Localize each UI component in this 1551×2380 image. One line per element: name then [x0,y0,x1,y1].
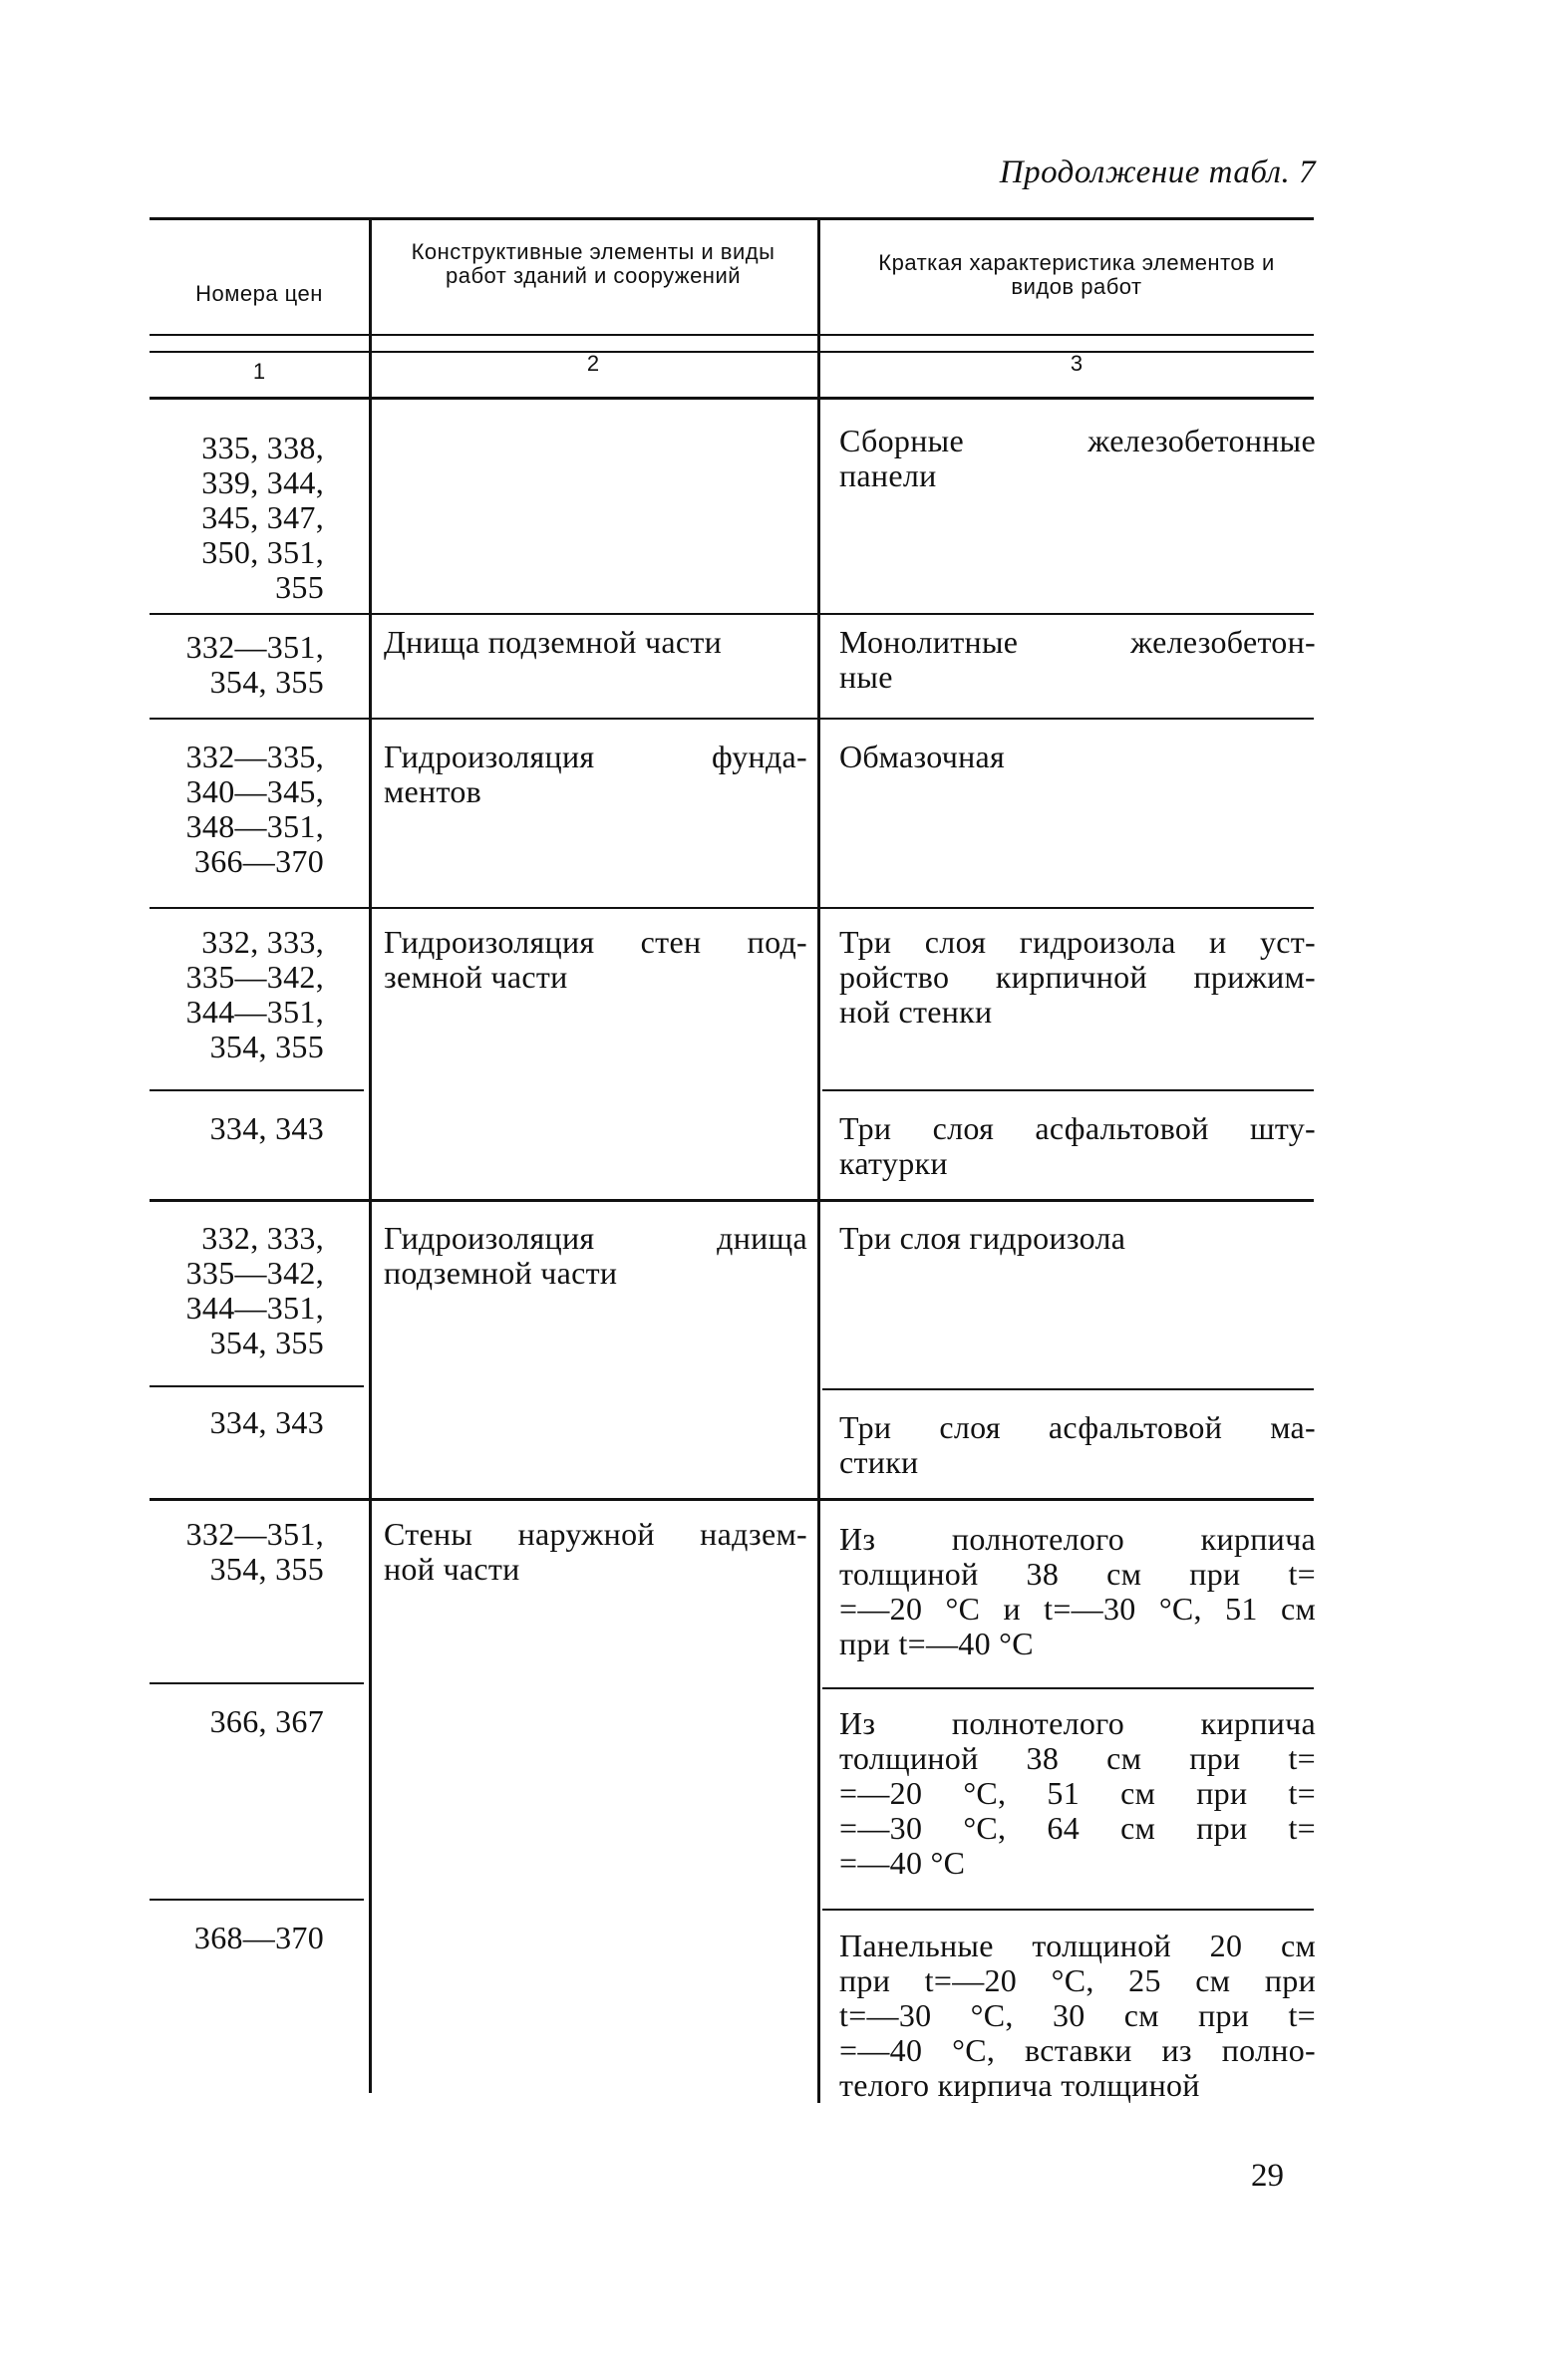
cell-line: Три слоя гидроизола и уст- [839,924,1316,960]
characteristic-cell [839,1410,1316,1480]
price-numbers-cell: 332—351, 354, 355 [185,1516,324,1587]
subrow-separator [150,1899,364,1901]
characteristic-cell [839,1221,1316,1256]
col-divider-2 [817,219,820,2103]
price-numbers-cell: 332—351, 354, 355 [185,629,324,700]
cell-line: ные [839,659,893,695]
cell-line: Сборные железобетонные [839,423,1316,458]
characteristic-cell [839,1706,1316,1881]
header-col2: Конструктивные элементы и виды работ зданий и сооружений [411,239,776,288]
cell-line: ной части [384,1551,520,1587]
colnum-2: 2 [586,351,600,376]
characteristic-cell [839,1929,1316,2103]
cell-line: стики [839,1444,919,1480]
cell-line: Из полнотелого кирпича [839,1521,1316,1557]
table-top-rule [150,217,1314,220]
cell-line: Панельные толщиной 20 см [839,1928,1316,1963]
cell-line: земной части [384,959,568,995]
element-cell [384,925,807,995]
row-separator [150,1498,1314,1501]
cell-line: Гидроизоляция стен под- [384,924,807,960]
cell-line: =—20 °С, 51 см при t= [839,1775,1316,1811]
table-caption: Продолжение табл. 7 [999,154,1316,190]
element-cell [384,625,807,660]
price-numbers-cell: 335, 338, 339, 344, 345, 347, 350, 351, 355 [201,430,324,605]
subrow-separator [822,1909,1314,1911]
characteristic-cell [839,1522,1316,1661]
element-cell [384,1517,807,1587]
subrow-separator [822,1089,1314,1091]
cell-line: толщиной 38 см при t= [839,1740,1316,1776]
price-numbers-cell: 332, 333, 335—342, 344—351, 354, 355 [185,924,324,1064]
cell-line: телого кирпича толщиной [839,2067,1200,2103]
cell-line: Монолитные железобетон- [839,624,1316,660]
row-separator [150,718,1314,720]
col-divider-1 [369,219,372,2093]
cell-line: при t=—20 °С, 25 см при [839,1962,1316,1998]
cell-line: Из полнотелого кирпича [839,1705,1316,1741]
colnum-bottom-rule [150,397,1314,400]
characteristic-cell [839,1111,1316,1181]
cell-line: =—20 °С и t=—30 °С, 51 см [839,1591,1316,1627]
cell-line: толщиной 38 см при t= [839,1556,1316,1592]
cell-line: Три слоя асфальтовой ма- [839,1409,1316,1445]
price-numbers-cell: 332—335, 340—345, 348—351, 366—370 [185,739,324,879]
cell-line: панели [839,457,937,493]
characteristic-cell [839,424,1316,493]
colnum-1: 1 [252,359,266,384]
cell-line: Днища подземной части [384,624,723,660]
colnum-3: 3 [1070,351,1084,376]
price-numbers-cell: 334, 343 [209,1110,324,1146]
row-separator [150,1199,1314,1202]
price-numbers-cell: 368—370 [193,1920,324,1955]
subrow-separator [150,1089,364,1091]
cell-line: Три слоя асфальтовой шту- [839,1110,1316,1146]
element-cell [384,1221,807,1291]
cell-line: ройство кирпичной прижим- [839,959,1316,995]
cell-line: Стены наружной надзем- [384,1516,807,1552]
element-cell [384,740,807,809]
cell-line: Гидроизоляция фунда- [384,739,807,774]
row-separator [150,613,1314,615]
cell-line: Три слоя гидроизола [839,1220,1126,1256]
header-col3: Краткая характеристика элементов и видов работ [878,250,1275,299]
characteristic-cell [839,625,1316,695]
cell-line: =—40 °С [839,1845,966,1881]
price-numbers-cell: 366, 367 [209,1703,324,1739]
cell-line: =—40 °С, вставки из полно- [839,2032,1316,2068]
cell-line: ной стенки [839,994,993,1030]
cell-line: Обмазочная [839,739,1006,774]
header-col1: Номера цен [195,281,323,306]
cell-line: ментов [384,773,482,809]
subrow-separator [150,1385,364,1387]
page-number: 29 [1251,2158,1284,2194]
subrow-separator [822,1687,1314,1689]
characteristic-cell [839,740,1316,774]
cell-line: при t=—40 °С [839,1626,1034,1661]
cell-line: Гидроизоляция днища [384,1220,807,1256]
subrow-separator [822,1388,1314,1390]
cell-line: =—30 °С, 64 см при t= [839,1810,1316,1846]
cell-line: катурки [839,1145,948,1181]
header-bottom-rule [150,334,1314,336]
price-numbers-cell: 334, 343 [209,1404,324,1440]
characteristic-cell [839,925,1316,1030]
price-numbers-cell: 332, 333, 335—342, 344—351, 354, 355 [185,1220,324,1360]
subrow-separator [150,1682,364,1684]
row-separator [150,907,1314,909]
cell-line: t=—30 °С, 30 см при t= [839,1997,1316,2033]
cell-line: подземной части [384,1255,618,1291]
